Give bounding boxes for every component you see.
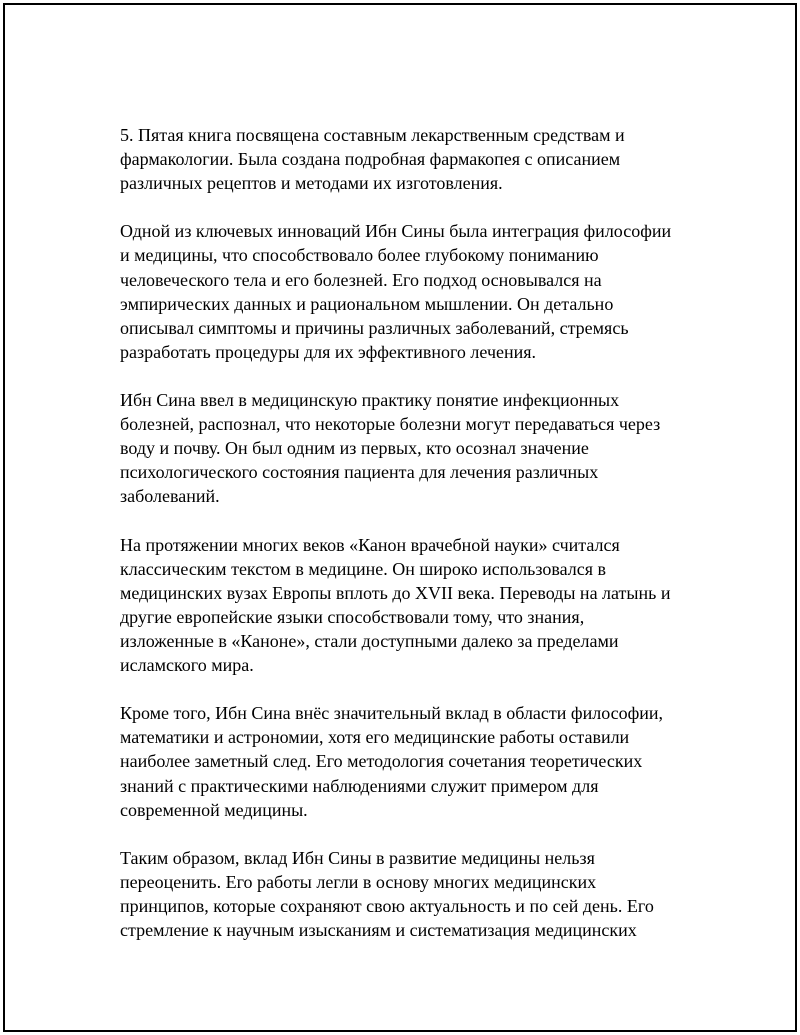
- text-line: принципов, которые сохраняют свою актуальность и по сей день. Его: [120, 896, 654, 916]
- text-line: различных рецептов и методами их изготовления.: [120, 173, 503, 194]
- text-line: наиболее заметный след. Его методология сочетания теоретических: [120, 751, 643, 772]
- text-line: Таким образом, вклад Ибн Сины в развитие медицины нельзя: [120, 847, 595, 868]
- text-line: разработать процедуры для их эффективного лечения.: [120, 341, 537, 362]
- text-line: болезней, распознал, что некоторые болезни могут передаваться через: [120, 414, 661, 435]
- paragraph-4: [120, 533, 695, 678]
- paragraph-2: [120, 219, 695, 364]
- text-line: эмпирических данных и рациональном мышлении. Он детально: [120, 293, 614, 314]
- text-line: фармакологии. Была создана подробная фармакопея с описанием: [120, 149, 621, 170]
- text-line: стремление к научным изысканиям и систематизация медицинских: [120, 920, 637, 941]
- text-line: воду и почву. Он был одним из первых, кто осознал значение: [120, 438, 589, 459]
- text-line: человеческого тела и его болезней. Его подход основывался на: [120, 269, 602, 290]
- document-body: [120, 123, 695, 966]
- text-line: Кроме того, Ибн Сина внёс значительный вклад в области философии,: [120, 703, 664, 724]
- paragraph-6: [120, 846, 695, 942]
- paragraph-1: [120, 123, 695, 195]
- text-line: и медицины, что способствовало более глубокому пониманию: [120, 245, 599, 266]
- text-line: Одной из ключевых инноваций Ибн Сины была интеграция философии: [120, 221, 672, 242]
- text-line: 5. Пятая книга посвящена составным лекарственным средствам и: [120, 125, 625, 145]
- text-line: классическим текстом в медицине. Он широко использовался в: [120, 558, 607, 579]
- paragraph-3: [120, 388, 695, 508]
- text-line: исламского мира.: [120, 655, 254, 676]
- text-line: психологического состояния пациента для лечения различных: [120, 462, 599, 483]
- text-line: знаний с практическими наблюдениями служит примером для: [120, 775, 599, 796]
- text-line: медицинских вузах Европы вплоть до XVII века. Переводы на латынь и: [120, 582, 671, 603]
- text-line: заболеваний.: [120, 486, 220, 507]
- text-line: На протяжении многих веков «Канон врачебной науки» считался: [120, 534, 620, 555]
- text-line: Ибн Сина ввел в медицинскую практику понятие инфекционных: [120, 390, 620, 411]
- text-line: другие европейские языки способствовали тому, что знания,: [120, 606, 585, 627]
- text-line: математики и астрономии, хотя его медицинские работы оставили: [120, 727, 630, 748]
- paragraph-5: [120, 701, 695, 821]
- text-line: изложенные в «Каноне», стали доступными далеко за пределами: [120, 630, 619, 651]
- text-line: переоценить. Его работы легли в основу многих медицинских: [120, 871, 597, 892]
- document-page: [3, 3, 797, 1032]
- text-line: современной медицины.: [120, 799, 308, 820]
- text-line: описывал симптомы и причины различных заболеваний, стремясь: [120, 317, 629, 338]
